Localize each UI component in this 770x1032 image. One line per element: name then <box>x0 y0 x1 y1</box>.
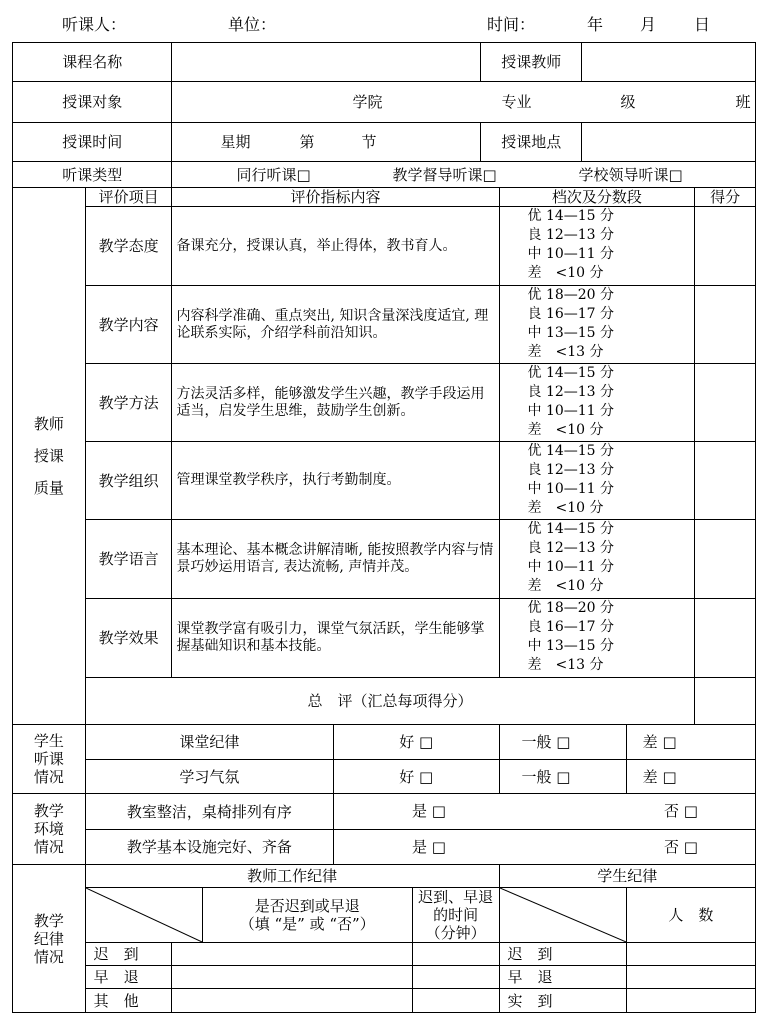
teacher-late-field[interactable] <box>172 966 412 989</box>
student-row <box>13 725 756 760</box>
diagonal-line <box>86 888 202 942</box>
quality-row <box>13 364 756 442</box>
row-time <box>13 123 756 162</box>
student-section-label: 学生 听课 情况 <box>13 725 86 794</box>
env-row <box>13 830 756 865</box>
quality-row <box>13 286 756 364</box>
jie-label: 节 <box>361 133 377 151</box>
discipline-section-label: 教学 纪律 情况 <box>13 865 86 1013</box>
student-row-label: 实 到 <box>499 989 626 1013</box>
discipline-header-row <box>13 888 756 943</box>
student-row <box>13 760 756 794</box>
teacher-row-label: 早 退 <box>85 966 172 989</box>
student-option-fair[interactable]: 一般 □ <box>499 725 626 760</box>
day-label: 日 <box>694 15 711 34</box>
col-header-grades: 档次及分数段 <box>499 188 695 207</box>
total-row <box>13 678 756 725</box>
type-label: 听课类型 <box>13 162 172 188</box>
teacher-time-field[interactable] <box>412 943 499 966</box>
quality-row <box>13 442 756 520</box>
course-name-label: 课程名称 <box>13 43 172 82</box>
form-header <box>0 12 770 38</box>
teacher-late-field[interactable] <box>172 989 412 1013</box>
student-option-good[interactable]: 好 □ <box>333 760 499 794</box>
col-count-header: 人 数 <box>626 888 755 943</box>
score-field[interactable] <box>695 520 756 599</box>
row-type <box>13 162 756 188</box>
teacher-field[interactable] <box>582 43 756 82</box>
score-field[interactable] <box>695 442 756 520</box>
type-options <box>172 162 756 188</box>
type-option-peer[interactable]: 同行听课□ <box>236 166 311 184</box>
env-options <box>333 794 755 830</box>
item-content: 内容科学准确、重点突出, 知识含量深浅度适宜, 理论联系实际，介绍学科前沿知识。 <box>172 286 499 364</box>
class-label: 班 <box>735 93 751 111</box>
discipline-row <box>13 966 756 989</box>
discipline-row <box>13 989 756 1013</box>
teacher-row-label: 其 他 <box>85 989 172 1013</box>
weekday-label: 星期 <box>220 133 251 151</box>
row-target <box>13 82 756 123</box>
env-item-name: 教学基本设施完好、齐备 <box>85 830 333 865</box>
quality-row <box>13 599 756 678</box>
env-options <box>333 830 755 865</box>
type-option-leader[interactable]: 学校领导听课□ <box>578 166 683 184</box>
di-label: 第 <box>299 133 315 151</box>
grade-label: 级 <box>620 93 636 111</box>
item-grades: 优 18—20 分 良 16—17 分 中 13—15 分 差 <13 分 <box>499 599 695 678</box>
student-option-poor[interactable]: 差 □ <box>626 760 755 794</box>
item-grades: 优 18—20 分 良 16—17 分 中 13—15 分 差 <13 分 <box>499 286 695 364</box>
course-name-field[interactable] <box>172 43 481 82</box>
col-header-score: 得分 <box>695 188 756 207</box>
student-row-label: 迟 到 <box>499 943 626 966</box>
item-content: 课堂教学富有吸引力，课堂气氛活跃，学生能够掌握基础知识和基本技能。 <box>172 599 499 678</box>
time-row-label: 授课时间 <box>13 123 172 162</box>
student-item-name: 课堂纪律 <box>85 725 333 760</box>
type-option-supervisor[interactable]: 教学督导听课□ <box>392 166 497 184</box>
quality-row <box>13 207 756 286</box>
item-name: 教学语言 <box>85 520 172 599</box>
env-row <box>13 794 756 830</box>
student-option-poor[interactable]: 差 □ <box>626 725 755 760</box>
item-name: 教学内容 <box>85 286 172 364</box>
env-option-yes[interactable]: 是 □ <box>411 838 446 856</box>
score-field[interactable] <box>695 207 756 286</box>
teacher-row-label: 迟 到 <box>85 943 172 966</box>
env-option-no[interactable]: 否 □ <box>663 802 698 820</box>
student-option-fair[interactable]: 一般 □ <box>499 760 626 794</box>
col-time-header: 迟到、早退的时间 （分钟） <box>412 888 499 943</box>
item-grades: 优 14—15 分 良 12—13 分 中 10—11 分 差 <10 分 <box>499 442 695 520</box>
total-label: 总 评（汇总每项得分） <box>85 678 695 725</box>
teacher-time-field[interactable] <box>412 989 499 1013</box>
item-content: 方法灵活多样，能够激发学生兴趣，教学手段运用适当，启发学生思维，鼓励学生创新。 <box>172 364 499 442</box>
score-field[interactable] <box>695 286 756 364</box>
score-field[interactable] <box>695 599 756 678</box>
diagonal-cell <box>499 888 626 943</box>
student-count-field[interactable] <box>626 943 755 966</box>
year-label: 年 <box>587 15 604 34</box>
target-label: 授课对象 <box>13 82 172 123</box>
item-name: 教学效果 <box>85 599 172 678</box>
college-label: 学院 <box>352 93 383 111</box>
quality-header-row <box>13 188 756 207</box>
col-header-content: 评价指标内容 <box>172 188 499 207</box>
diagonal-line <box>500 888 626 942</box>
target-field[interactable] <box>172 82 756 123</box>
listener-label: 听课人： <box>62 15 127 34</box>
teacher-discipline-title: 教师工作纪律 <box>85 865 499 888</box>
place-label: 授课地点 <box>481 123 582 162</box>
teacher-late-field[interactable] <box>172 943 412 966</box>
score-field[interactable] <box>695 364 756 442</box>
item-grades: 优 14—15 分 良 12—13 分 中 10—11 分 差 <10 分 <box>499 207 695 286</box>
major-label: 专业 <box>501 93 532 111</box>
item-name: 教学态度 <box>85 207 172 286</box>
time-field[interactable] <box>172 123 481 162</box>
student-discipline-title: 学生纪律 <box>499 865 756 888</box>
env-option-yes[interactable]: 是 □ <box>411 802 446 820</box>
total-score-field[interactable] <box>695 678 756 725</box>
env-option-no[interactable]: 否 □ <box>663 838 698 856</box>
student-row-label: 早 退 <box>499 966 626 989</box>
env-item-name: 教室整洁，桌椅排列有序 <box>85 794 333 830</box>
unit-label: 单位： <box>228 15 277 34</box>
item-name: 教学组织 <box>85 442 172 520</box>
student-item-name: 学习气氛 <box>85 760 333 794</box>
item-content: 备课充分，授课认真，举止得体，教书育人。 <box>172 207 499 286</box>
teacher-label: 授课教师 <box>481 43 582 82</box>
item-grades: 优 14—15 分 良 12—13 分 中 10—11 分 差 <10 分 <box>499 520 695 599</box>
student-count-field[interactable] <box>626 989 755 1013</box>
col-late-header: 是否迟到或早退 （填 “是” 或 “否”） <box>202 888 412 943</box>
student-option-good[interactable]: 好 □ <box>333 725 499 760</box>
item-name: 教学方法 <box>85 364 172 442</box>
teacher-time-field[interactable] <box>412 966 499 989</box>
env-section-label: 教学 环境 情况 <box>13 794 86 865</box>
time-label: 时间： <box>487 15 536 34</box>
row-course-name <box>13 43 756 82</box>
place-field[interactable] <box>582 123 756 162</box>
diagonal-cell <box>85 888 202 943</box>
col-header-item: 评价项目 <box>85 188 172 207</box>
item-content: 管理课堂教学秩序，执行考勤制度。 <box>172 442 499 520</box>
quality-section-label: 教师 授课 质量 <box>13 188 86 725</box>
item-grades: 优 14—15 分 良 12—13 分 中 10—11 分 差 <10 分 <box>499 364 695 442</box>
evaluation-form-table <box>12 42 756 1013</box>
month-label: 月 <box>640 15 657 34</box>
quality-row <box>13 520 756 599</box>
discipline-row <box>13 943 756 966</box>
discipline-title-row <box>13 865 756 888</box>
student-count-field[interactable] <box>626 966 755 989</box>
item-content: 基本理论、基本概念讲解清晰, 能按照教学内容与情景巧妙运用语言, 表达流畅, 声情并茂。 <box>172 520 499 599</box>
